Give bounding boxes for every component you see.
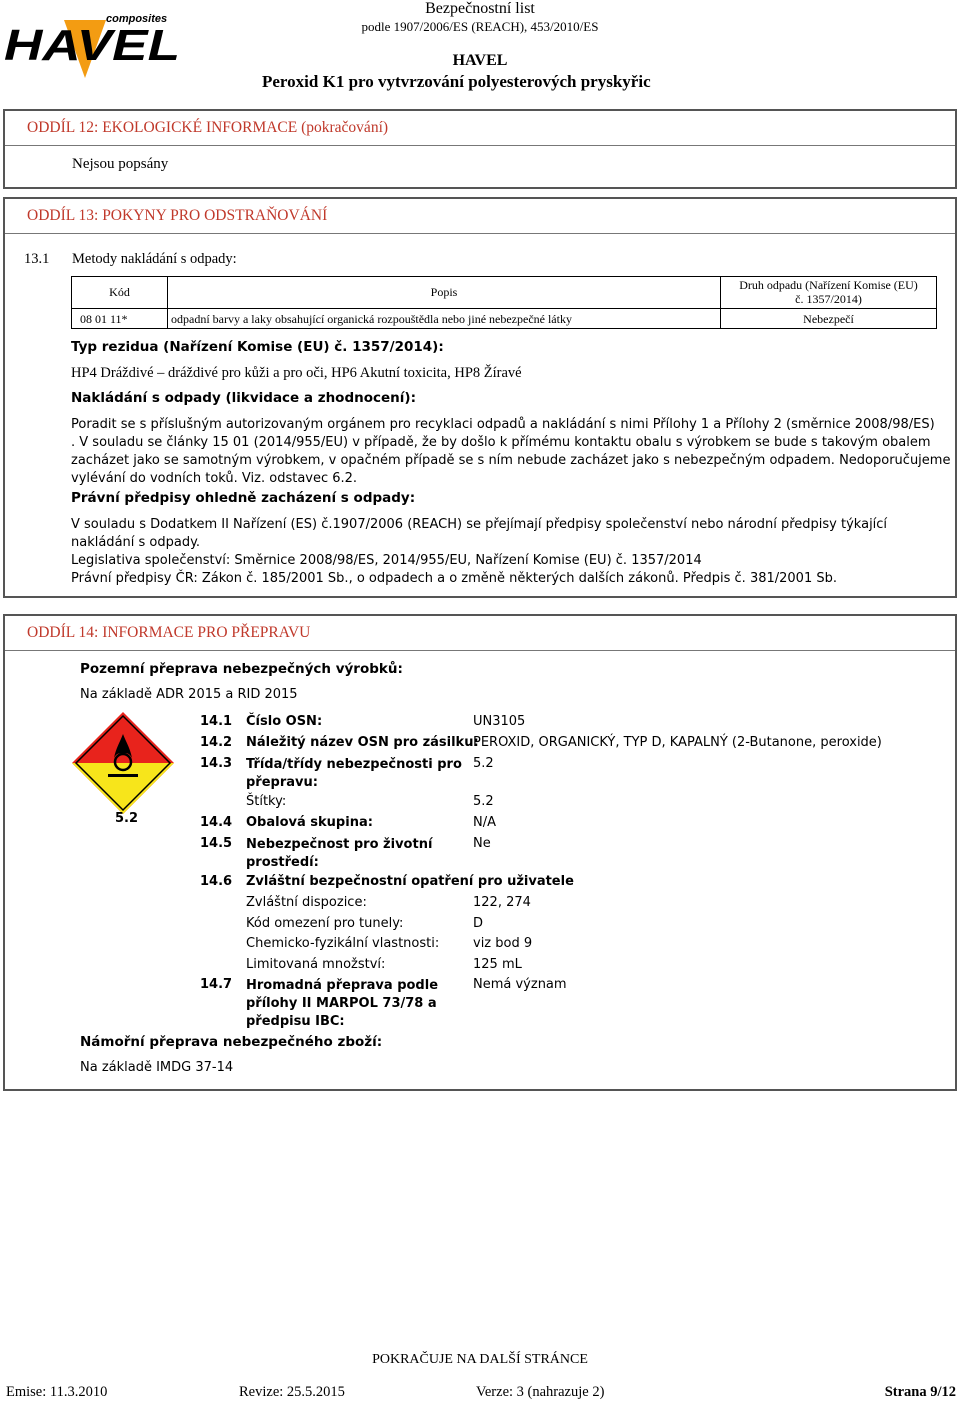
disposal-text — [71, 416, 950, 488]
row-type-text: Nebezpečí — [803, 312, 854, 326]
item-14-4-number: 14.4 — [200, 815, 233, 830]
disposal-line: vylévání do vodních toků. Viz. odstavec 6.2. — [71, 471, 358, 486]
section-12-heading: ODDÍL 12: EKOLOGICKÉ INFORMACE (pokračování) — [27, 119, 389, 136]
residue-type-label: Typ rezidua (Nařízení Komise (EU) č. 1357/2014): — [71, 339, 444, 355]
item-14-4-value: N/A — [473, 815, 496, 830]
item-14-1-value: UN3105 — [473, 714, 526, 729]
legal-line: Právní předpisy ČR: Zákon č. 185/2001 Sb., o odpadech a o změně některých dalších zákonů. Předpis č. 381/2001 Sb. — [71, 571, 837, 586]
oxidizer-pictogram-icon — [70, 710, 176, 826]
residue-type-text: HP4 Dráždivé – dráždivé pro kůži a pro oči, HP6 Akutní toxicita, HP8 Žíravé — [71, 365, 522, 381]
disposal-line: Poradit se s příslušným autorizovaným orgánem pro recyklaci odpadů a nakládání s nimi Přílohy 1 a Přílohy 2 (směrnice 2008/98/ES) — [71, 417, 935, 432]
section-14 — [3, 614, 957, 1091]
legal-line: nakládání s odpady. — [71, 535, 201, 550]
section-12 — [3, 109, 957, 189]
disposal-line: zacházet jako se samotným výrobkem, v opačném případě se s ním nebude zacházet jako s nebezpečným odpadem. Nedoporučujeme — [71, 453, 951, 468]
section-13-header — [5, 199, 955, 234]
limited-quantity-value: 125 mL — [473, 957, 522, 972]
labels-value: 5.2 — [473, 794, 494, 809]
item-14-3-label-line: přepravu: — [246, 775, 318, 790]
version-info: Verze: 3 (nahrazuje 2) — [476, 1384, 605, 1400]
logo-main-text: HAVEL — [4, 21, 180, 70]
section-12-header — [5, 111, 955, 146]
physchem-value: viz bod 9 — [473, 936, 533, 951]
section-14-header — [5, 616, 955, 651]
document-subtitle: podle 1907/2006/ES (REACH), 453/2010/ES — [361, 19, 599, 34]
logo-small-text: composites — [106, 13, 168, 25]
item-14-1-number: 14.1 — [200, 714, 233, 729]
page-number: Strana 9/12 — [884, 1384, 956, 1400]
item-14-7-label-line: Hromadná přeprava podle — [246, 978, 439, 993]
item-14-7-label — [246, 977, 438, 1031]
item-14-6-label: Zvláštní bezpečnostní opatření pro uživatele — [246, 874, 574, 889]
item-14-7-label-line: předpisu IBC: — [246, 1014, 345, 1029]
item-14-5-label — [246, 836, 432, 872]
item-14-7-value: Nemá význam — [473, 977, 567, 992]
item-14-5-label-line: Nebezpečnost pro životní — [246, 837, 433, 852]
item-14-5-number: 14.5 — [200, 836, 233, 851]
row-code-text: 08 01 11* — [80, 312, 128, 326]
continue-notice: POKRAČUJE NA DALŠÍ STRÁNCE — [372, 1352, 588, 1367]
subsection-13-1-label: Metody nakládání s odpady: — [72, 251, 237, 267]
pictogram-label: 5.2 — [115, 811, 139, 826]
item-14-2-number: 14.2 — [200, 735, 233, 750]
section-12-text: Nejsou popsány — [72, 156, 169, 172]
header-desc-text: Popis — [430, 285, 458, 299]
item-14-6-number: 14.6 — [200, 874, 233, 889]
table-row-type — [720, 308, 937, 329]
item-14-3-value: 5.2 — [473, 756, 494, 771]
item-14-5-value: Ne — [473, 836, 491, 851]
special-provisions-label: Zvláštní dispozice: — [246, 895, 367, 910]
table-header-code — [71, 276, 168, 309]
item-14-3-label — [246, 756, 462, 792]
sea-transport-basis: Na základě IMDG 37-14 — [80, 1060, 234, 1075]
subsection-13-1-number: 13.1 — [24, 251, 50, 267]
item-14-5-label-line: prostředí: — [246, 855, 319, 870]
land-transport-basis: Na základě ADR 2015 a RID 2015 — [80, 687, 298, 702]
land-transport-label: Pozemní přeprava nebezpečných výrobků: — [80, 661, 403, 677]
header-code-text: Kód — [109, 285, 130, 299]
disposal-label: Nakládání s odpady (likvidace a zhodnocení): — [71, 390, 416, 406]
legal-line: Legislativa společenství: Směrnice 2008/98/ES, 2014/955/EU, Nařízení Komise (EU) č. 1357/2014 — [71, 553, 702, 568]
legal-label: Právní předpisy ohledně zacházení s odpady: — [71, 490, 416, 506]
legal-text — [71, 516, 887, 588]
waste-table — [71, 276, 937, 329]
table-header-type — [720, 276, 937, 309]
revision-date: Revize: 25.5.2015 — [239, 1384, 345, 1400]
item-14-7-number: 14.7 — [200, 977, 233, 992]
section-14-heading: ODDÍL 14: INFORMACE PRO PŘEPRAVU — [27, 624, 311, 641]
header-type-line1: Druh odpadu (Nařízení Komise (EU) — [739, 278, 918, 292]
legal-line: V souladu s Dodatkem II Nařízení (ES) č.1907/2006 (REACH) se přejímají předpisy společenství nebo národní předpisy týkající — [71, 517, 888, 532]
item-14-3-number: 14.3 — [200, 756, 233, 771]
row-desc-text: odpadní barvy a laky obsahující organická rozpouštědla nebo jiné nebezpečné látky — [171, 312, 572, 326]
item-14-4-label: Obalová skupina: — [246, 815, 373, 830]
table-row-code — [71, 308, 168, 329]
physchem-label: Chemicko-fyzikální vlastnosti: — [246, 936, 440, 951]
section-13-heading: ODDÍL 13: POKYNY PRO ODSTRAŇOVÁNÍ — [27, 207, 328, 224]
limited-quantity-label: Limitovaná množství: — [246, 957, 386, 972]
tunnel-code-label: Kód omezení pro tunely: — [246, 916, 404, 931]
item-14-1-label: Číslo OSN: — [246, 714, 323, 729]
table-header-desc — [167, 276, 721, 309]
sea-transport-label: Námořní přeprava nebezpečného zboží: — [80, 1034, 383, 1050]
item-14-7-label-line: přílohy II MARPOL 73/78 a — [246, 996, 437, 1011]
special-provisions-value: 122, 274 — [473, 895, 531, 910]
brand-name: HAVEL — [452, 52, 508, 69]
item-14-2-label: Náležitý název OSN pro zásilku: — [246, 735, 479, 750]
item-14-3-label-line: Třída/třídy nebezpečnosti pro — [246, 757, 462, 772]
labels-label: Štítky: — [246, 794, 287, 809]
tunnel-code-value: D — [473, 916, 484, 931]
product-name: Peroxid K1 pro vytvrzování polyesterových pryskyřic — [262, 72, 651, 91]
issue-date: Emise: 11.3.2010 — [6, 1384, 108, 1400]
header-type-line2: č. 1357/2014) — [795, 292, 862, 306]
table-row-desc — [167, 308, 721, 329]
item-14-2-value: PEROXID, ORGANICKÝ, TYP D, KAPALNÝ (2-Butanone, peroxide) — [473, 735, 882, 750]
disposal-line: . V souladu se články 15 01 (2014/955/EU) v případě, že by došlo k přímému kontaktu obalu s výrobkem se bude s takovým obalem — [71, 435, 931, 450]
document-title: Bezpečnostní list — [425, 0, 535, 17]
